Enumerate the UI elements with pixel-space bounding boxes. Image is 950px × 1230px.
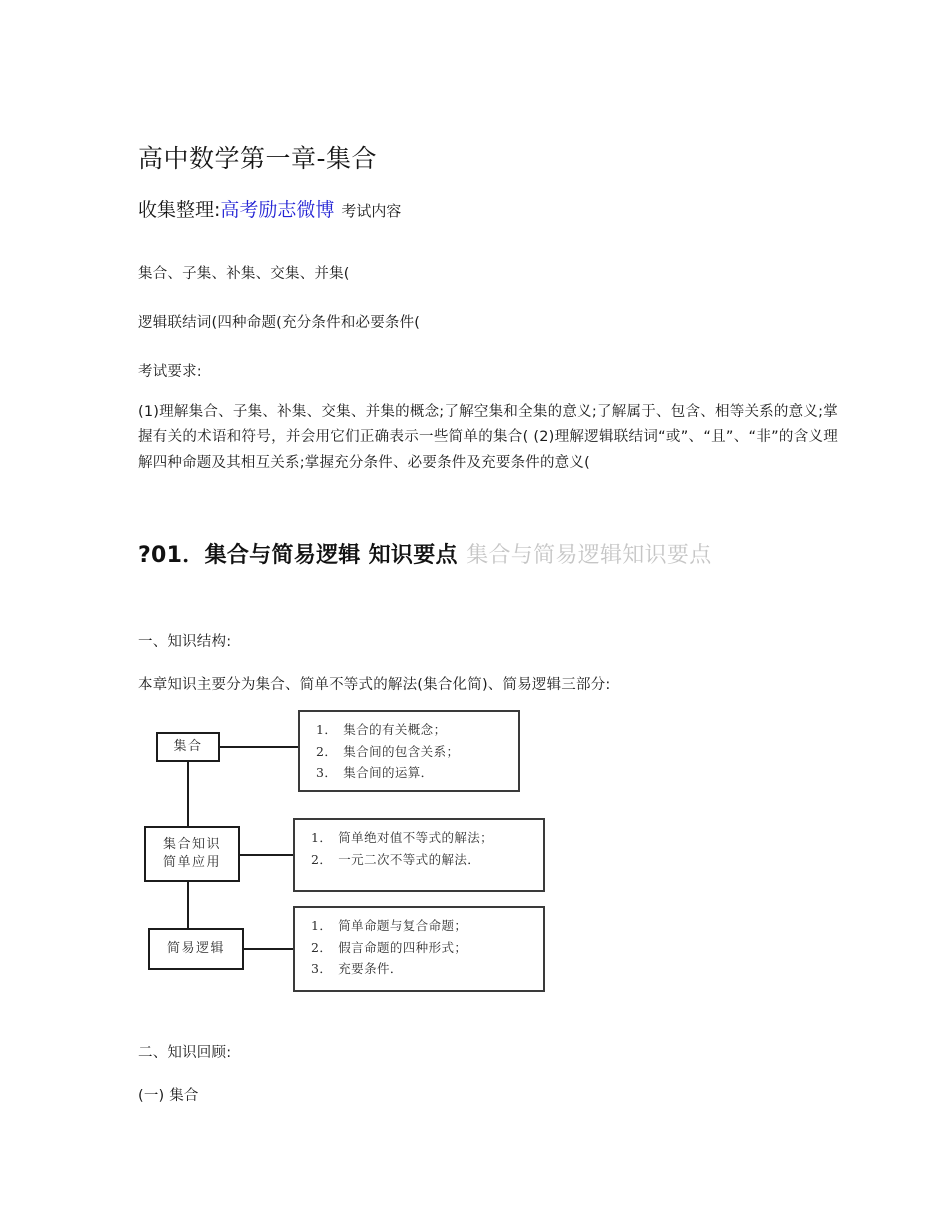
exam-requirements-label: 考试要求: (138, 363, 202, 380)
diagram-detail-number: 1． (311, 918, 333, 933)
knowledge-review-label: 二、知识回顾: (138, 1044, 232, 1061)
diagram-detail-line (316, 741, 518, 763)
byline-source-link[interactable]: 高考励志微博 (220, 199, 335, 221)
diagram-detail-text: 假言命题的四种形式； (338, 939, 468, 955)
diagram-detail-number: 3． (316, 765, 338, 780)
diagram-detail-line (316, 719, 518, 741)
exam-scope-line-1: 集合、子集、补集、交集、并集( (138, 265, 350, 282)
diagram-detail-line (311, 849, 543, 871)
diagram-detail-line (311, 915, 543, 937)
diagram-detail-text: 简单命题与复合命题； (338, 918, 468, 933)
diagram-detail-line (311, 937, 543, 959)
diagram-detail-text: 集合间的运算． (343, 765, 434, 780)
knowledge-structure-label: 一、知识结构: (138, 633, 232, 650)
diagram-detail-box-logic (293, 906, 545, 992)
diagram-node-logic (148, 928, 244, 970)
diagram-node-label: 集合 (173, 739, 203, 755)
byline (138, 195, 401, 222)
diagram-connector-1 (220, 746, 298, 748)
diagram-node-collection (156, 732, 220, 762)
exam-requirements-body: (1)理解集合、子集、补集、交集、并集的概念;了解空集和全集的意义;了解属于、包含、相等关系的意义;掌握有关的术语和符号，并会用它们正确表示一些简单的集合( (2)理解逻辑联结词“或”、“且”、“非”的含义理解四种命题及其相互关系;掌握充分条件、必要条件及充要条件的意义( (138, 403, 838, 472)
byline-tail: 考试内容 (341, 202, 402, 220)
section-heading-strong: ?01．集合与简易逻辑 知识要点 (138, 542, 458, 568)
knowledge-review-item-collection: (一) 集合 (138, 1087, 199, 1104)
diagram-detail-text: 简单绝对值不等式的解法； (338, 830, 494, 845)
diagram-detail-number: 1． (316, 722, 338, 737)
diagram-detail-text: 充要条件． (338, 961, 403, 976)
diagram-detail-text: 集合的有关概念； (343, 722, 447, 737)
knowledge-structure-diagram (138, 700, 568, 1000)
diagram-detail-box-collection (298, 710, 520, 792)
diagram-node-application (144, 826, 240, 882)
section-heading-ghost: 集合与简易逻辑知识要点 (466, 542, 712, 568)
diagram-detail-number: 1． (311, 830, 333, 845)
diagram-node-label: 集合知识 (162, 837, 221, 853)
exam-scope-line-2: 逻辑联结词(四种命题(充分条件和必要条件( (138, 314, 421, 331)
diagram-detail-line (311, 827, 543, 849)
diagram-detail-text: 一元二次不等式的解法． (338, 851, 481, 867)
byline-lead: 收集整理: (138, 199, 221, 221)
diagram-detail-line (311, 958, 543, 980)
diagram-detail-number: 2． (311, 939, 333, 955)
diagram-detail-text: 集合间的包含关系； (343, 743, 460, 759)
diagram-node-label: 简易逻辑 (166, 941, 225, 957)
diagram-detail-box-application (293, 818, 545, 892)
knowledge-structure-body: 本章知识主要分为集合、简单不等式的解法(集合化简)、简易逻辑三部分: (138, 676, 611, 693)
section-heading (138, 536, 838, 572)
diagram-detail-number: 2． (316, 743, 338, 759)
diagram-connector-2 (240, 854, 293, 856)
diagram-detail-number: 2． (311, 851, 333, 867)
diagram-connector-3 (244, 948, 293, 950)
diagram-detail-line (316, 762, 518, 784)
page-title: 高中数学第一章-集合 (138, 143, 378, 173)
diagram-node-label-2: 简单应用 (162, 855, 221, 870)
diagram-detail-number: 3． (311, 961, 333, 976)
